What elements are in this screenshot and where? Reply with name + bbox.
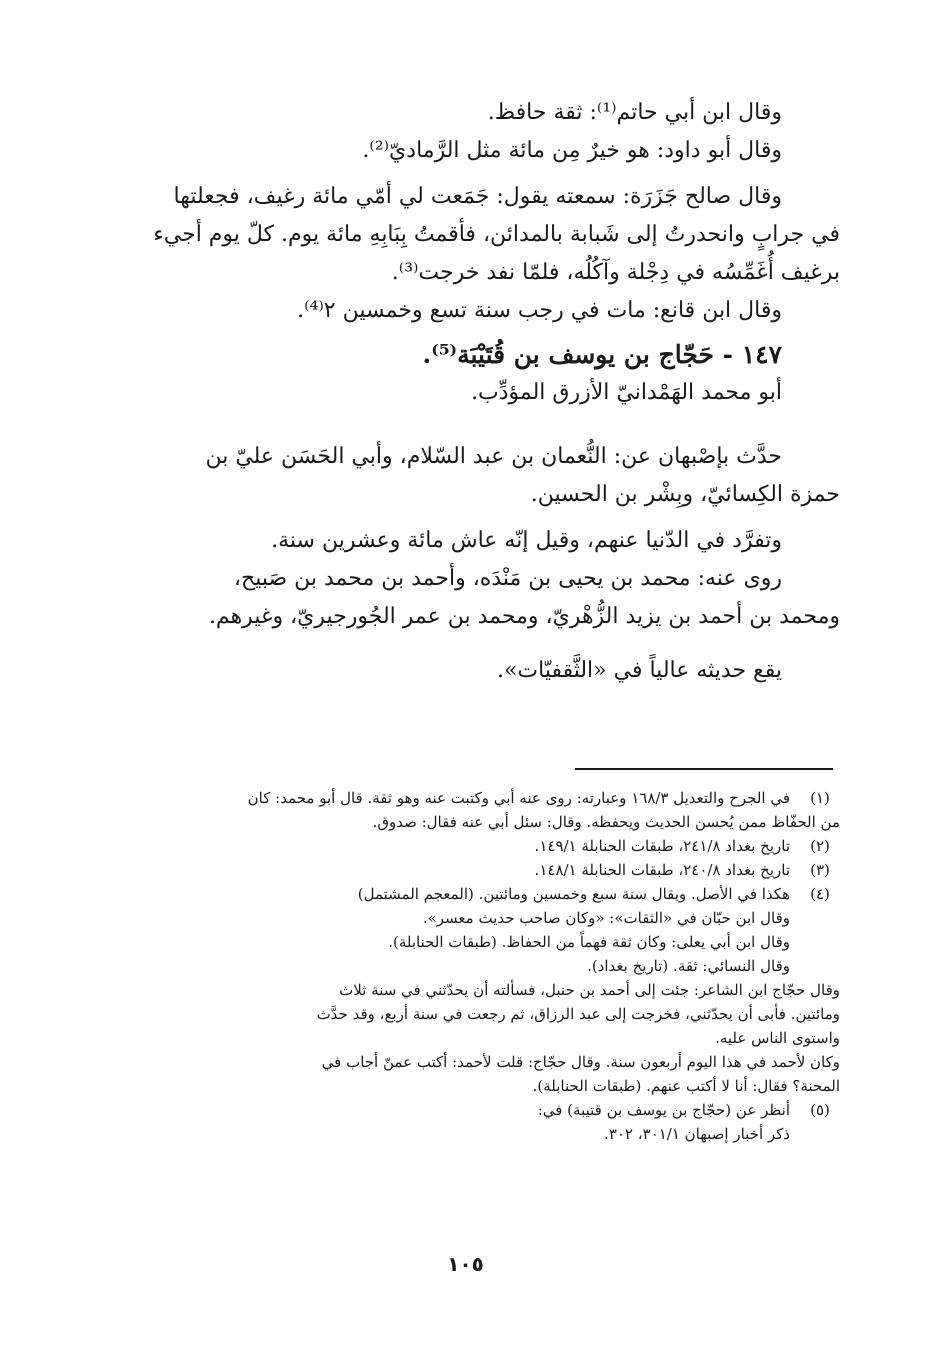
- text-line: في جرابٍ وانحدرتُ إلى شَبابة بالمدائن، فأقمتُ بِبَابِهِ مائة يوم. كلّ يوم أجيء: [153, 222, 840, 247]
- footnote-line: وقال ابن أبي يعلى: وكان ثقة فهماً من الحفاظ. (طبقات الحنابلة).: [388, 933, 790, 951]
- text-line: ومحمد بن أحمد بن يزيد الزُّهْريّ، ومحمد بن عمر الجُورجيريّ، وغيرهم.: [208, 604, 840, 629]
- text-line: أبو محمد الهَمْدانيّ الأزرق المؤدِّب.: [471, 380, 782, 405]
- footnote-line: من الحفّاظ ممن يُحسن الحديث ويحفظه. وقال: سئل أبي عنه فقال: صدوق.: [372, 813, 840, 831]
- footnote-number: (٤): [810, 885, 830, 903]
- text-line: وقال ابن قانع: مات في رجب سنة تسع وخمسين ٢⁽⁴⁾.: [297, 298, 782, 323]
- footnote-line: وقال النسائي: ثقة. (تاريخ بغداد).: [587, 957, 790, 975]
- footnote-number: (٥): [810, 1101, 830, 1119]
- text-line: يقع حديثه عالياً في «الثَّقفيّات».: [496, 658, 782, 683]
- footnote-line: ذكر أخبار إصبهان ٣٠١/١، ٣٠٢.: [604, 1125, 790, 1143]
- footnote-line: تاريخ بغداد ٢٤٠/٨، طبقات الحنابلة ١٤٨/١.: [534, 861, 790, 879]
- footnote-line: وقال حجّاج ابن الشاعر: جئت إلى أحمد بن حنبل، فسألته أن يحدّثني في سنة ثلاث: [339, 981, 840, 999]
- footnote-5: [100, 1098, 840, 1146]
- text-line: حدَّث بإصْبهان عن: النُّعمان بن عبد السّلام، وأبي الحَسَن عليّ بن: [205, 444, 782, 469]
- footnote-number: (٢): [810, 837, 830, 855]
- footnote-number: (٣): [810, 861, 830, 879]
- footnote-line: أنظر عن (حجّاج بن يوسف بن قتيبة) في:: [537, 1101, 790, 1119]
- text-line: وقال ابن أبي حاتم⁽¹⁾: ثقة حافظ.: [487, 100, 782, 125]
- footnote-line: المحنة؟ فقال: أنا لا أكتب عنهم. (طبقات الحنابلة).: [532, 1077, 840, 1095]
- footnote-line: وكان لأحمد في هذا اليوم أربعون سنة. وقال حجّاج: قلت لأحمد: أكتب عمنّ أجاب في: [321, 1053, 840, 1071]
- footnote-number: (١): [810, 789, 830, 807]
- entry-heading: ١٤٧ - حَجّاج بن يوسف بن قُتَيْبَة⁽⁵⁾.: [422, 340, 782, 369]
- footnote-line: تاريخ بغداد ٢٤١/٨، طبقات الحنابلة ١٤٩/١.: [534, 837, 790, 855]
- footnote-2: [100, 834, 840, 858]
- footnote-3: [100, 858, 840, 882]
- main-text: [100, 94, 840, 690]
- footnote-1: [100, 786, 840, 834]
- page-number: ١٠٥: [447, 1252, 484, 1276]
- footnote-4: [100, 882, 840, 1098]
- footnote-line: هكذا في الأصل. ويقال سنة سبع وخمسين ومائتين. (المعجم المشتمل): [357, 885, 790, 903]
- footnotes: [100, 786, 840, 1146]
- text-line: برغيف أُغَمِّسُه في دِجْلة وآكُلُه، فلمّا نفد خرجت⁽³⁾.: [391, 260, 840, 285]
- footnote-separator: [575, 768, 833, 770]
- footnote-line: في الجرح والتعديل ١٦٨/٣ وعبارته: روى عنه أبي وكتبت عنه وهو ثقة. قال أبو محمد: كان: [247, 789, 790, 807]
- text-line: حمزة الكِسائيّ، وبِشْر بن الحسين.: [530, 482, 840, 507]
- text-line: روى عنه: محمد بن يحيى بن مَنْدَه، وأحمد بن محمد بن صَبيح،: [233, 566, 782, 591]
- text-line: وتفرَّد في الدّنيا عنهم، وقيل إنّه عاش مائة وعشرين سنة.: [271, 528, 782, 553]
- footnote-line: وقال ابن حبّان في «الثقات»: «وكان صاحب حديث معسر».: [422, 909, 790, 927]
- footnote-line: ومائتين. فأبى أن يحدّثني، فخرجت إلى عبد الرزاق، ثم رجعت في سنة أربع، وقد حدَّث: [316, 1005, 840, 1023]
- text-line: وقال صالح جَزَرَة: سمعته يقول: جَمَعت لي أمّي مائة رغيف، فجعلتها: [173, 184, 782, 209]
- text-line: وقال أبو داود: هو خيرٌ مِن مائة مثل الرَّماديّ⁽²⁾.: [362, 138, 782, 163]
- footnote-line: واستوى الناس عليه.: [715, 1029, 840, 1047]
